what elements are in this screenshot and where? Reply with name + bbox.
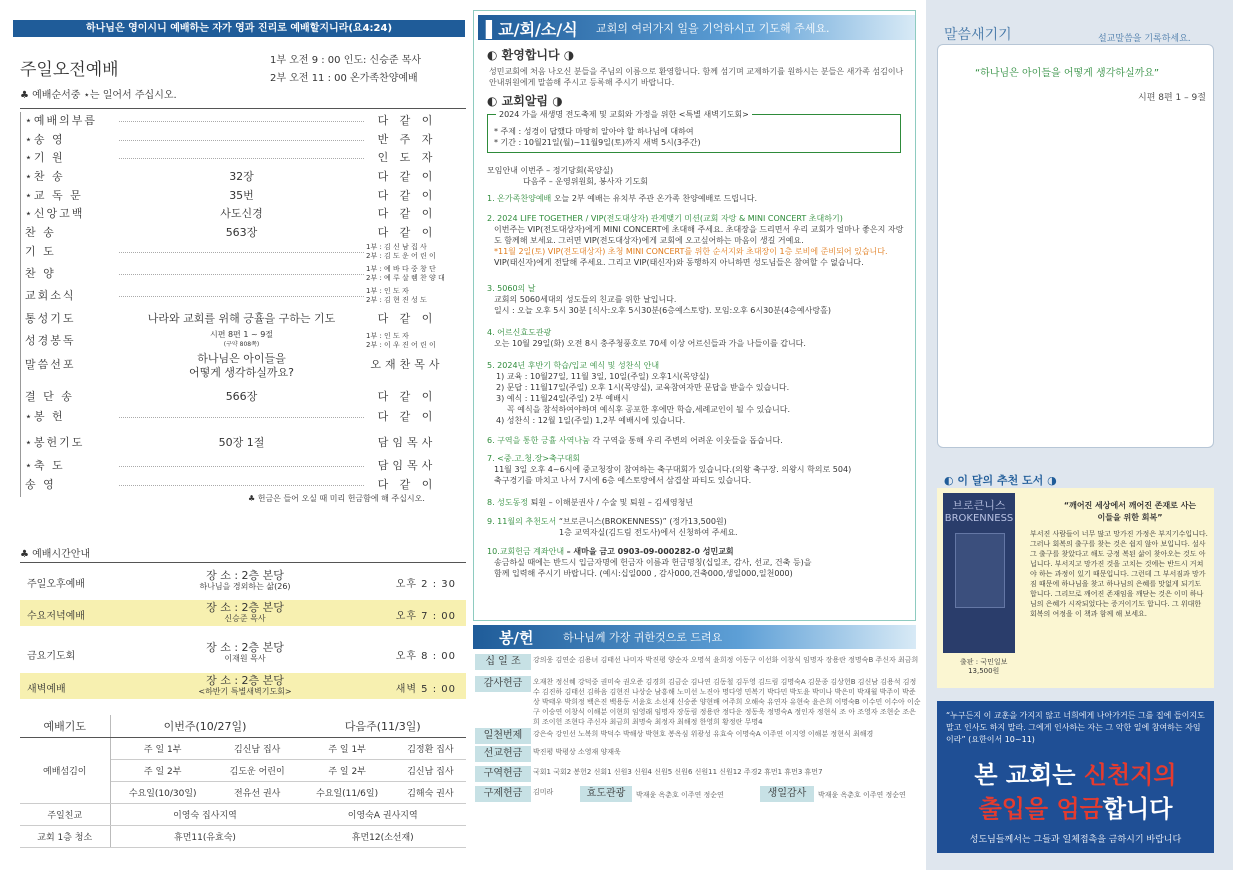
place-sub: 이재원 목사	[224, 654, 266, 663]
warn-text-red: 출입을	[978, 795, 1057, 823]
order-item-text: 하나님은 아이들을	[193, 352, 290, 365]
order-item	[119, 310, 364, 328]
place-text: 장 소 : 2층 본당	[206, 674, 284, 687]
memory-subtitle: 설교말씀을 기록하세요.	[1098, 34, 1191, 44]
cover-title-en: BROKENNESS	[944, 513, 1014, 524]
order-item	[119, 168, 364, 186]
order-leaders-small	[366, 243, 436, 261]
news-item-10	[487, 546, 907, 579]
table-cell: 수요일(10/30일)	[110, 781, 215, 803]
table-cell: 주 일 1부	[110, 737, 215, 759]
offering-names: 강의웅 김연순 김용녀 김태선 나미자 박진평 양순자 오명석 윤희정 이동구 이선화 이창식 임명자 장용란 정명숙B 주신자 최금희	[533, 656, 919, 664]
item-text: 일시 : 오늘 오후 5시 30분 [식사:오후 5시30분(6층예스토랑). 모임:오후 6시30분(4층예사랑홀)	[494, 306, 831, 315]
service-note: ♣ 예배순서중 ⋆는 일어서 주십시오.	[20, 90, 177, 101]
duty-row-label: 예배섬김이	[20, 737, 110, 803]
order-leader-small: 1부 : 김 신 남 집 사	[366, 243, 427, 251]
place-text: 장 소 : 2층 본당	[206, 569, 284, 582]
order-leader: 다 같 이	[377, 189, 437, 202]
table-row	[20, 737, 466, 759]
welcome-text: 성민교회에 처음 나오신 분들을 주님의 이름으로 환영합니다. 함께 섬기며 교제하기를 원하시는 분들은 새가족 섬김이나 안내위원에게 말씀해 주시고 등록해 주시기 바랍니다.	[489, 67, 904, 87]
order-label: ⋆봉 헌	[25, 410, 65, 423]
warning-headline	[937, 758, 1214, 826]
sermon-notes-box[interactable]	[937, 44, 1214, 448]
order-item	[119, 388, 364, 406]
schedule-row	[20, 568, 466, 594]
item-heading: 9. 11월의 추천도서	[487, 517, 559, 526]
leader-dots	[119, 140, 364, 141]
schedule-time: 오후 2 : 30	[395, 579, 456, 590]
order-item-sub: (구약 808쪽)	[223, 341, 260, 348]
publisher: 출판 : 국민일보	[960, 658, 1008, 666]
order-leader: 다 같 이	[377, 170, 437, 183]
cover-artwork	[955, 533, 1005, 608]
order-item-text: 32장	[225, 170, 258, 183]
order-leader: 다 같 이	[377, 410, 437, 423]
table-cell: 이영숙A 권사지역	[299, 803, 466, 825]
order-leaders-small	[366, 265, 445, 283]
order-leader: 다 같 이	[377, 312, 437, 325]
item-heading: 6. 구역을 통한 긍휼 사역나눔	[487, 436, 593, 445]
order-item-text: 50장 1절	[215, 436, 269, 449]
order-leaders-small	[366, 287, 427, 305]
leader-dots	[119, 466, 364, 467]
order-leader: 담임목사	[377, 436, 437, 449]
order-item-text: 566장	[222, 390, 262, 403]
order-label: 찬 송	[25, 226, 56, 239]
item-heading: 3. 5060의 날	[487, 284, 536, 293]
order-label: 송 영	[25, 478, 56, 491]
offering-note: ♣ 헌금은 들어 오실 때 미리 헌금함에 해 주십시오.	[248, 494, 425, 503]
notice-title: ◐ 교회알림 ◑	[487, 94, 563, 108]
table-cell: 휴먼12(소선재)	[299, 825, 466, 847]
news-item-9	[487, 516, 907, 538]
order-label: 성경봉독	[25, 334, 76, 347]
memory-title: 말씀새기기	[944, 27, 1012, 43]
order-leader-small: 2부 : 이 우 진 어 린 이	[366, 341, 436, 349]
order-label: 통성기도	[25, 312, 76, 325]
news-item-5	[487, 360, 907, 426]
schedule-title: ♣ 예배시간안내	[20, 549, 91, 560]
item-text: “브로큰니스(BROKENNESS)” (정가13,500원)	[558, 517, 727, 526]
schedule-place	[120, 674, 370, 697]
offering-category: 생일감사	[760, 786, 814, 802]
box-line-1: * 주제 : 성경이 답했다 마땅히 알아야 할 하나님에 대하여	[494, 127, 694, 136]
table-cell: 전유선 권사	[215, 781, 300, 803]
news-item-3	[487, 283, 907, 316]
warn-text-red: 엄금	[1056, 795, 1103, 823]
order-item	[119, 434, 364, 452]
box-line-2: * 기간 : 10월21일(월)~11월9일(토)까지 새벽 5시(3주간)	[494, 138, 701, 147]
order-leader-small: 1부 : 예 바 다 중 창 단	[366, 265, 436, 273]
order-leader: 반 주 자	[377, 133, 437, 146]
schedule-name: 새벽예배	[27, 684, 66, 695]
order-leader-small: 1부 : 인 도 자	[366, 332, 409, 340]
order-label: ⋆기 원	[25, 151, 65, 164]
order-label: ⋆찬 송	[25, 170, 65, 183]
cover-title-ko: 브로큰니스	[952, 499, 1006, 512]
order-row	[21, 476, 446, 494]
price: 13,500원	[968, 667, 1000, 675]
order-leader-small: 1부 : 인 도 자	[366, 287, 409, 295]
table-cell: 휴먼11(유효숙)	[110, 825, 299, 847]
duty-header-nextweek: 다음주(11/3일)	[299, 715, 466, 737]
order-label: ⋆교 독 문	[25, 189, 83, 202]
offering-category: 효도관광	[580, 786, 632, 802]
order-label: ⋆축 도	[25, 459, 65, 472]
order-leader-small: 2부 : 예 루 살 렘 찬 양 대	[366, 274, 445, 282]
offering-category: 구역헌금	[475, 766, 531, 782]
schedule-time: 오후 7 : 00	[395, 611, 456, 622]
schedule-row	[20, 600, 466, 626]
table-cell: 수요일(11/6일)	[299, 781, 394, 803]
order-item	[119, 224, 364, 242]
order-row	[21, 131, 446, 149]
item-text: 퇴원 – 이해분권사 / 수술 및 퇴원 – 김세영청년	[530, 498, 694, 507]
item-text: 1층 교역자실(김드림 전도사)에서 신청하여 주세요.	[559, 528, 738, 537]
order-row	[21, 243, 446, 261]
order-row	[21, 388, 446, 406]
order-label: 교회소식	[25, 289, 76, 302]
table-cell: 이영숙 집사지역	[110, 803, 299, 825]
news-item-2	[487, 213, 907, 268]
offering-names: 박재윤 옥춘호 이주연 정순연	[636, 791, 724, 799]
warning-verse: “누구든지 이 교훈을 가지지 않고 너희에게 나아가거든 그를 집에 들이지도 말고 인사도 하지 말라. 그에게 인사하는 자는 그 악한 일에 참여하는 자임이라” (요한이서 10~11)	[946, 711, 1205, 744]
table-cell: 주 일 1부	[299, 737, 394, 759]
order-leader: 담임목사	[377, 459, 437, 472]
memory-verse: “하나님은 아이들을 어떻게 생각하실까요”	[975, 68, 1160, 79]
order-row	[21, 310, 446, 328]
duty-row-label: 주일친교	[20, 803, 110, 825]
order-row	[21, 457, 446, 475]
item-heading: 8. 성도동정	[487, 498, 531, 507]
order-row	[21, 187, 446, 205]
service-time-2: 2부 오전 11 : 00 온가족찬양예배	[270, 73, 418, 84]
order-label: 결 단 송	[25, 390, 74, 403]
book-description: 부서진 사람들이 너무 많고 망가진 가정은 부지기수입니다. 그러나 회복의 출구를 찾는 것은 쉽지 않아 보입니다. 설사 그 출구를 찾았다고 해도 긍정 복된 삶이 찾아오는 것도 아닙니다. 부서지고 망가진 것을 고치는 것에는 반드시 거쳐야 하는 과정이 있기 때문입니다. 그런데 그 부서짐과 망가짐 때문에 하나님을 찾고 하나님의 은혜를 맛없게 되기도 합니다. 그리므로 깨어진 존재임을 깨닫는 것은 이미 하나님의 은혜가 시작되었다는 증거이기도 합니다. 그 위대한 회복의 여정을 이 책과 함께 해 보세요.	[1030, 530, 1208, 618]
item-text: 축구경기를 마치고 나서 7시에 6층 예스토랑에서 삼겹살 파티도 있습니다.	[494, 476, 752, 485]
item-text: 꼭 예식을 참석하여야하며 예식후 공포한 후에만 학습,세례교인이 될 수 있습니다.	[507, 405, 790, 414]
book-publisher	[960, 658, 1007, 676]
divider	[20, 562, 466, 563]
leader-dots	[119, 485, 364, 486]
news-title: ▌교/회/소/식	[486, 20, 578, 39]
item-text: 송금하실 때에는 반드시 입금자명에 헌금자 이름과 헌금명칭(십일조, 감사, 선교, 건축 등)을	[494, 558, 812, 567]
item-heading: 1. 온가족찬양예배	[487, 194, 554, 203]
item-text: 11월 3일 오후 4~6시에 중고청장이 참여하는 축구대회가 있습니다.(의왕 축구장. 의왕시 학의로 504)	[494, 465, 852, 474]
schedule-name: 수요저녁예배	[27, 611, 85, 622]
schedule-row	[20, 640, 466, 666]
order-label: ⋆송 영	[25, 133, 65, 146]
order-label: 기 도	[25, 245, 56, 258]
order-leader: 다 같 이	[377, 390, 437, 403]
order-item	[119, 187, 364, 205]
meeting-line-2: 다음주 – 운영위원회, 봉사자 기도회	[523, 177, 648, 186]
item-heading: 5. 2024년 후반기 학습/입교 예식 및 성찬식 안내	[487, 361, 660, 370]
order-row	[21, 287, 446, 305]
news-subtitle: 교회의 여러가지 일을 기억하시고 기도해 주세요.	[596, 22, 830, 35]
offering-title: 봉/헌	[499, 629, 534, 647]
item-heading: 7. <중.고.청.장>축구대회	[487, 454, 581, 463]
order-label: ⋆예배의부름	[25, 114, 98, 127]
item-text: 2) 문답 : 11월17일(주일) 오후 1시(목양실), 교육참여자만 문답을 받을수 있습니다.	[496, 383, 790, 392]
book-headline-1: “깨어진 세상에서 깨어진 존재로 사는	[1063, 501, 1197, 510]
leader-dots	[119, 417, 364, 418]
table-cell: 김해숙 권사	[395, 781, 466, 803]
schedule-row	[20, 673, 466, 699]
item-heading: 4. 어르신효도관광	[487, 328, 552, 337]
offering-names: 강은숙 강인선 노복희 박덕수 박해상 박현호 봉옥심 위광성 유효숙 이명숙A 이주연 이지영 이해분 정현식 최해경	[533, 730, 874, 738]
service-title: 주일오전예배	[20, 60, 119, 80]
order-item	[119, 330, 364, 350]
news-header	[478, 15, 915, 40]
order-row	[21, 224, 446, 242]
duty-header-thisweek: 이번주(10/27일)	[110, 715, 299, 737]
order-label: ⋆봉헌기도	[25, 436, 85, 449]
warn-text: 합니다	[1102, 795, 1173, 823]
item-text: 1) 교육 : 10월27일, 11월 3일, 10일(주일) 오후1시(목양실)	[496, 372, 710, 381]
order-leader-small: 2부 : 김 도 운 어 린 이	[366, 252, 436, 260]
order-item	[119, 205, 364, 223]
table-cell: 김신남 집사	[395, 759, 466, 781]
order-leader: 오재찬목사	[370, 358, 444, 371]
schedule-name: 주일오후예배	[27, 579, 85, 590]
place-sub: 신승준 목사	[224, 614, 266, 623]
leader-dots	[119, 252, 364, 253]
order-label: 말씀선포	[25, 358, 76, 371]
offering-category: 감사헌금	[475, 676, 531, 692]
order-label: 찬 양	[25, 267, 56, 280]
book-headline-2: 이들을 위한 회복”	[1097, 513, 1163, 522]
item-text: 이번주는 VIP(전도대상자)에게 MINI CONCERT에 초대해 주세요. 초대장을 드리면서 우리 교회가 얼마나 좋은지 자랑도 함께해 보세요. 그러면 VIP(전도대상자)에게 교회에 오고싶어하는 마음이 생길 거예요.	[494, 225, 904, 245]
item-text: 4) 성찬식 : 12월 1일(주일) 1,2부 예배시에 있습니다.	[496, 416, 686, 425]
order-leader: 다 같 이	[377, 114, 437, 127]
order-item-text: 나라와 교회를 위해 긍휼을 구하는 기도	[144, 312, 340, 325]
offering-names: 박재윤 옥춘호 이주연 정순연	[818, 791, 906, 799]
leader-dots	[119, 274, 364, 275]
table-row	[20, 803, 466, 825]
box-title: 2024 가을 새생명 전도축제 및 교회와 가정을 위한 <특별 새벽기도회>	[496, 109, 752, 120]
table-cell: 주 일 2부	[110, 759, 215, 781]
order-row	[21, 332, 446, 350]
offering-subtitle: 하나님께 가장 귀한것으로 드려요	[563, 631, 723, 644]
item-text: 3) 예식 : 11월24일(주일) 2부 예배시	[496, 394, 629, 403]
order-row	[21, 352, 446, 379]
offering-category: 선교헌금	[475, 746, 531, 762]
order-item-text: 어떻게 생각하실까요?	[189, 366, 294, 379]
order-leader: 다 같 이	[377, 478, 437, 491]
news-item-1	[487, 193, 907, 204]
service-times	[270, 52, 421, 88]
book-headline	[1055, 500, 1205, 524]
order-leader: 다 같 이	[377, 207, 437, 220]
place-text: 장 소 : 2층 본당	[206, 641, 284, 654]
item-text: 교회의 5060세대의 성도들의 친교를 위한 날입니다.	[494, 295, 677, 304]
order-leader: 다 같 이	[377, 226, 437, 239]
item-heading: 2. 2024 LIFE TOGETHER / VIP(전도대상자) 관계맺기 미션(교회 자랑 & MINI CONCERT 초대하기)	[487, 214, 843, 223]
schedule-name: 금요기도회	[27, 651, 76, 662]
offering-category: 십 일 조	[475, 654, 531, 670]
offering-header	[473, 625, 916, 649]
order-leader: 인 도 자	[377, 151, 437, 164]
offering-names: 김미라	[533, 788, 554, 796]
item-text: 오늘 2부 예배는 유치부 주관 온가족 찬양예배로 드립니다.	[553, 194, 758, 203]
divider	[20, 108, 466, 109]
order-row	[21, 149, 446, 167]
schedule-time: 오후 8 : 00	[395, 651, 456, 662]
order-row	[21, 205, 446, 223]
order-row	[21, 168, 446, 186]
order-row	[21, 112, 446, 130]
order-leaders-small	[366, 332, 436, 350]
warn-text-red: 신천지의	[1083, 761, 1177, 789]
schedule-place	[120, 601, 370, 624]
place-sub: 하나님을 경외하는 삶(26)	[199, 582, 291, 591]
place-sub: <하반기 특별새벽기도회>	[198, 687, 292, 696]
table-row	[20, 825, 466, 847]
news-item-8	[487, 497, 907, 508]
top-banner-verse: 하나님은 영이시니 예배하는 자가 영과 진리로 예배할지니라(요4:24)	[13, 20, 465, 37]
order-leader-small: 2부 : 김 현 진 성 도	[366, 296, 427, 304]
meeting-info	[487, 165, 907, 187]
offering-category: 일천번제	[475, 728, 531, 744]
leader-dots	[119, 296, 364, 297]
order-item-text: 시편 8편 1 ~ 9절	[206, 330, 277, 339]
table-cell: 김도운 어린이	[215, 759, 300, 781]
item-text: 오는 10월 29일(화) 오전 8시 충주청풍호로 70세 이상 어르신들과 가을 나들이를 갑니다.	[494, 339, 806, 348]
offering-category: 구제헌금	[475, 786, 531, 802]
welcome-title: ◐ 환영합니다 ◑	[487, 48, 575, 62]
worship-order	[20, 112, 445, 497]
leader-dots	[119, 121, 364, 122]
item-text: VIP(태신자)에게 전달해 주세요. 그리고 VIP(태신자)와 동행하지 아니하면 성도님들은 참여할 수 없습니다.	[494, 258, 864, 267]
duty-header-label: 예배기도	[20, 715, 110, 737]
order-item-text: 사도신경	[216, 207, 267, 220]
item-text-highlight: *11월 2일(토) VIP(전도대상자) 초청 MINI CONCERT를 위한 순서지와 초대장이 1층 로비에 준비되어 있습니다.	[494, 247, 888, 256]
duty-table	[20, 715, 466, 848]
order-item-text: 35번	[225, 189, 258, 202]
offering-names: 박진평 박평상 소영재 양재욱	[533, 748, 621, 756]
order-row	[21, 408, 446, 426]
book-cover-image	[943, 493, 1015, 653]
news-item-6	[487, 435, 907, 446]
item-text: 함께 입력해 주시기 바랍니다. (예시:십일000 , 감사000,건축000,생일000,일천000)	[494, 569, 793, 578]
item-heading: 10.교회헌금 계좌안내	[487, 547, 567, 556]
memory-reference: 시편 8편 1 – 9절	[1138, 93, 1206, 103]
schedule-time: 새벽 5 : 00	[395, 684, 456, 695]
schedule-place	[120, 569, 370, 592]
place-text: 장 소 : 2층 본당	[206, 601, 284, 614]
duty-row-label: 교회 1층 청소	[20, 825, 110, 847]
warning-footer: 성도님들께서는 그들과 일체접촉을 금하시기 바랍니다	[969, 835, 1182, 845]
table-cell: 김정환 집사	[395, 737, 466, 759]
schedule-place	[120, 641, 370, 664]
account-number: – 새마을 금고 0903-09-000282-0 성민교회	[566, 547, 734, 556]
item-text: 각 구역을 통해 우리 주변의 어려운 이웃들을 돕습니다.	[592, 436, 783, 445]
leader-dots	[119, 158, 364, 159]
news-item-4	[487, 327, 907, 349]
news-item-7	[487, 453, 907, 486]
offering-names: 국회1 국회2 봉헌2 신회1 신원3 신원4 신원5 신원6 신원11 신원12 주경2 휴먼1 휴먼3 휴먼7	[533, 768, 823, 776]
order-row	[21, 265, 446, 283]
table-cell: 김신남 집사	[215, 737, 300, 759]
order-row	[21, 434, 446, 452]
offering-names: 오재찬 정신혜 강덕중 권미숙 권오준 김경희 김금순 김나연 김동철 김두영 김드림 김명숙A 김문종 김상헌B 김신남 김용석 김정수 김진하 김태선 김하음 김현진 나상순 남흥해 노미선 노진아 명다영 민복기 박다민 박도윤 박미나 박은미 박재월 박주이 박준상 박태우 박희정 백은진 백용동 서윤호 소선재 신승준 양현배 여주희 오해숙 유연자 유현숙 윤은희 이명숙B 이수민 이수아 이순구 이승연 이창식 이해분 이현희 임영래 임명자 장동림 정용란 정다운 정동욱 정명숙A 정인자 정현식 조 아 조영자 조현순 조은희 조이헌 조현다 주신자 최금희 최명숙 최정자 최해정 한영희 황정란 무명4	[533, 678, 921, 726]
service-time-1: 1부 오전 9 : 00 인도: 신승준 목사	[270, 55, 422, 66]
book-section-title: ◐ 이 달의 추천 도서 ◑	[944, 474, 1057, 487]
order-item	[119, 352, 364, 380]
order-item-text: 563장	[222, 226, 262, 239]
meeting-line-1: 모임안내 이번주 – 정기당회(목양실)	[487, 166, 614, 175]
warn-text: 본 교회는	[974, 761, 1084, 789]
order-label: ⋆신앙고백	[25, 207, 85, 220]
table-cell: 주 일 2부	[299, 759, 394, 781]
